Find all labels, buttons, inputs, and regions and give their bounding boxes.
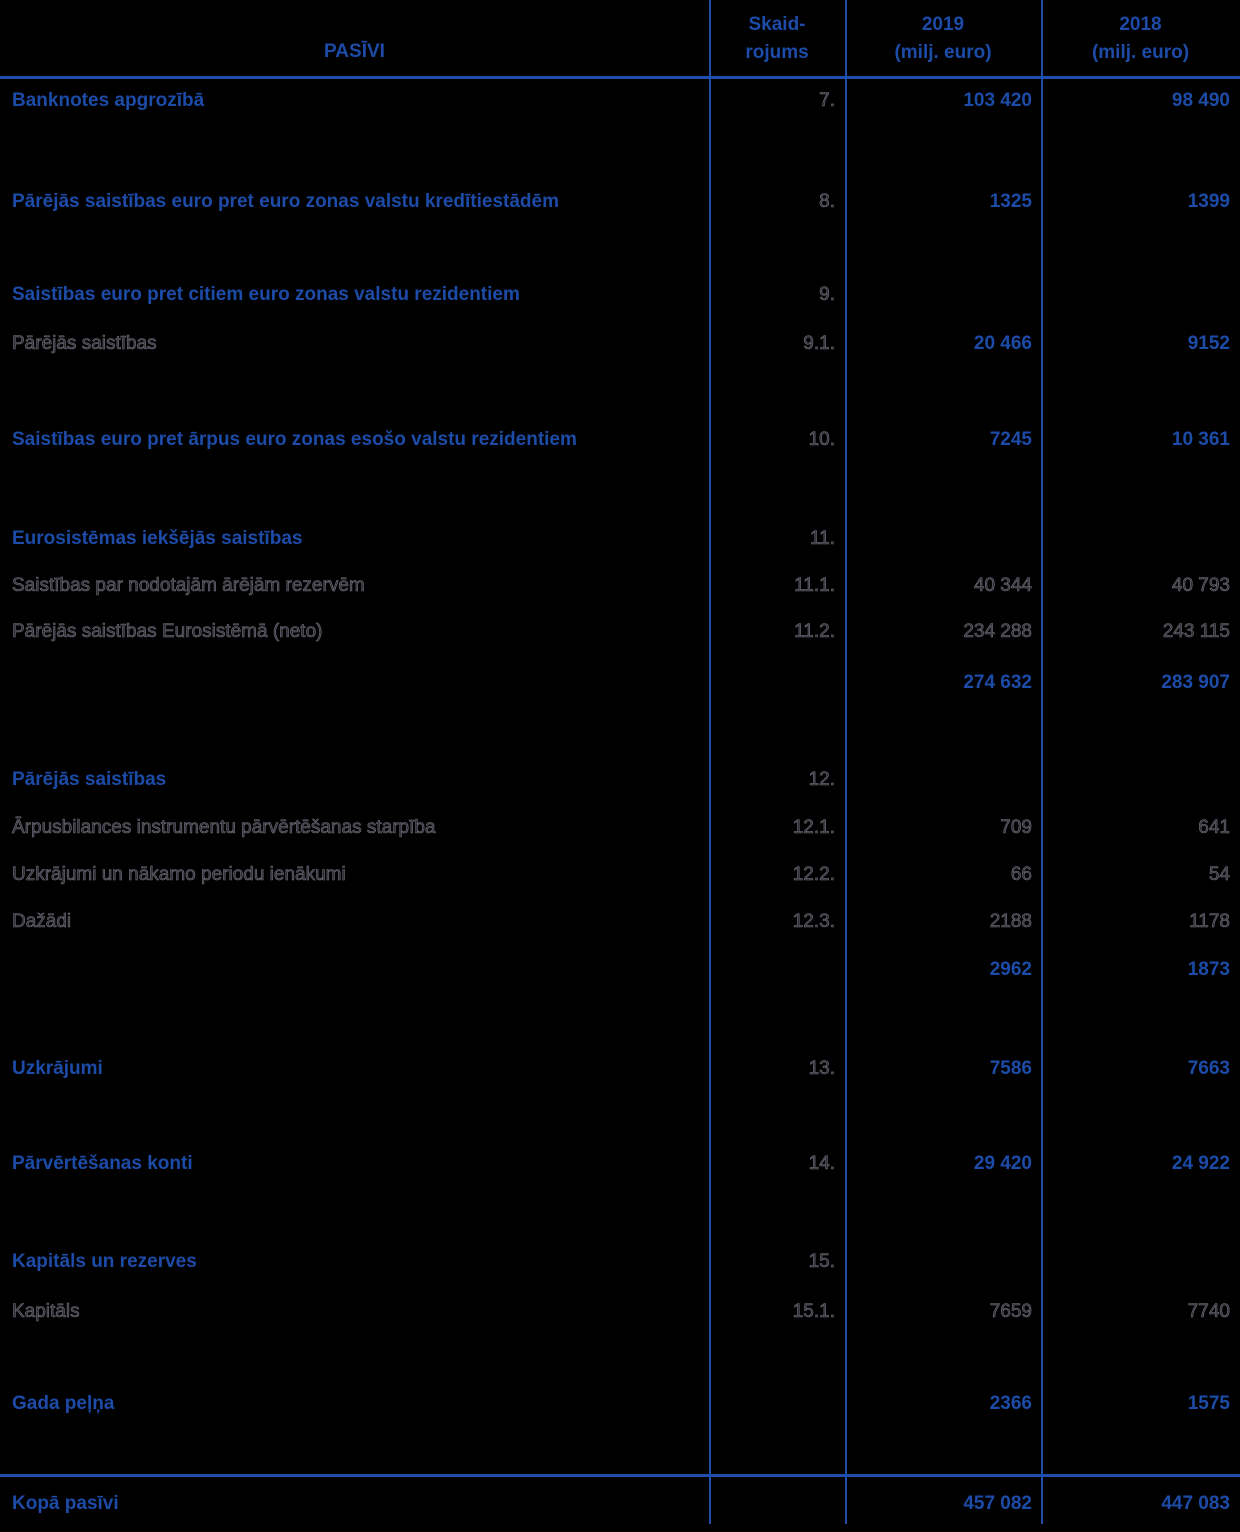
table-row [0,527,1240,551]
row-label: Gada peļņa [12,1393,115,1414]
row-label: Kopā pasīvi [12,1493,119,1514]
value-2018-cell: 1178 [1189,911,1230,932]
table-row [0,1152,1240,1176]
note-cell: 11. [809,528,835,549]
value-2018-cell: 7663 [1187,1058,1230,1079]
row-label: Saistības euro pret citiem euro zonas valstu rezidentiem [12,284,520,305]
note-cell: 9. [819,284,835,305]
value-2018-cell: 1575 [1187,1393,1230,1414]
value-2019-cell: 2366 [989,1393,1032,1414]
note-cell: 13. [808,1058,835,1079]
table-row [0,863,1240,887]
value-2018-cell: 98 490 [1171,90,1230,111]
value-2019-cell: 2188 [989,911,1032,932]
row-label: Pārējās saistības [12,333,157,354]
row-label: Uzkrājumi [12,1058,103,1079]
column-divider [845,0,847,1524]
value-2019-cell: 7586 [989,1058,1032,1079]
value-2018-cell: 40 793 [1171,575,1230,596]
value-2018-cell: 9152 [1187,333,1230,354]
row-label: Kapitāls [12,1301,80,1322]
col-header-2019: 2019 (milj. euro) [894,14,992,63]
note-cell: 11.2. [794,621,835,642]
row-label: Uzkrājumi un nākamo periodu ienākumi [12,864,346,885]
value-2019-cell: 274 632 [963,672,1032,693]
table-row [0,428,1240,452]
table-row [0,1250,1240,1274]
subtotal-row [0,958,1240,982]
value-2019-cell: 40 344 [973,575,1032,596]
row-label: Pārējās saistības [12,769,167,790]
table-row [0,620,1240,644]
value-2019-cell: 2962 [989,959,1032,980]
subtotal-row [0,671,1240,695]
value-2019-cell: 20 466 [973,333,1032,354]
value-2019-cell: 457 082 [963,1493,1032,1514]
col-header-liabilities [0,38,709,66]
row-label: Saistības euro pret ārpus euro zonas esošo valstu rezidentiem [12,429,577,450]
table-row [0,332,1240,356]
row-label: Ārpusbilances instrumentu pārvērtēšanas starpība [12,817,436,838]
table-row [0,1392,1240,1416]
col-header-2018: 2018 (milj. euro) [1091,14,1190,63]
table-row [0,1300,1240,1324]
value-2018-cell: 641 [1198,817,1230,838]
total-rule [0,1474,1240,1477]
header-rule [0,76,1240,79]
value-2018-cell: 10 361 [1171,429,1230,450]
row-label: Saistības par nodotajām ārējām rezervēm [12,575,365,596]
column-divider [1041,0,1043,1524]
note-cell: 9.1. [803,333,835,354]
note-cell: 10. [808,429,835,450]
value-2018-cell: 447 083 [1161,1493,1230,1514]
table-row [0,89,1240,113]
value-2018-cell: 243 115 [1162,621,1230,642]
value-2019-cell: 103 420 [963,90,1032,111]
row-label: Kapitāls un rezerves [12,1251,197,1272]
value-2018-cell: 7740 [1187,1301,1230,1322]
note-cell: 12. [808,769,835,790]
row-label: Banknotes apgrozībā [12,90,205,111]
row-label: Pārējās saistības Eurosistēmā (neto) [12,621,323,642]
note-cell: 15.1. [792,1301,835,1322]
note-cell: 12.2. [792,864,835,885]
col-header-liabilities-text: PASĪVI [324,41,385,62]
note-cell: 11.1. [794,575,835,596]
note-cell: 7. [819,90,835,111]
value-2019-cell: 234 288 [963,621,1032,642]
table-row [0,768,1240,792]
table-row [0,283,1240,307]
value-2018-cell: 1399 [1187,191,1230,212]
value-2019-cell: 7659 [989,1301,1032,1322]
value-2019-cell: 709 [1000,817,1032,838]
col-header-note: Skaid- rojums [745,14,809,63]
value-2018-cell: 54 [1208,864,1230,885]
table-row [0,190,1240,214]
value-2019-cell: 66 [1010,864,1032,885]
column-divider [709,0,711,1524]
value-2019-cell: 7245 [989,429,1032,450]
row-label: Eurosistēmas iekšējās saistības [12,528,303,549]
note-cell: 14. [808,1153,835,1174]
table-row [0,816,1240,840]
note-cell: 12.1. [792,817,835,838]
value-2019-cell: 1325 [989,191,1032,212]
row-label: Pārvērtēšanas konti [12,1153,193,1174]
table-row [0,574,1240,598]
total-row [0,1492,1240,1516]
row-label: Dažādi [12,911,72,932]
note-cell: 15. [808,1251,835,1272]
table-row [0,910,1240,934]
value-2018-cell: 1873 [1187,959,1230,980]
value-2019-cell: 29 420 [973,1153,1032,1174]
note-cell: 12.3. [792,911,835,932]
note-cell: 8. [819,191,835,212]
value-2018-cell: 24 922 [1171,1153,1230,1174]
table-row [0,1057,1240,1081]
value-2018-cell: 283 907 [1161,672,1230,693]
row-label: Pārējās saistības euro pret euro zonas valstu kredītiestādēm [12,191,560,212]
